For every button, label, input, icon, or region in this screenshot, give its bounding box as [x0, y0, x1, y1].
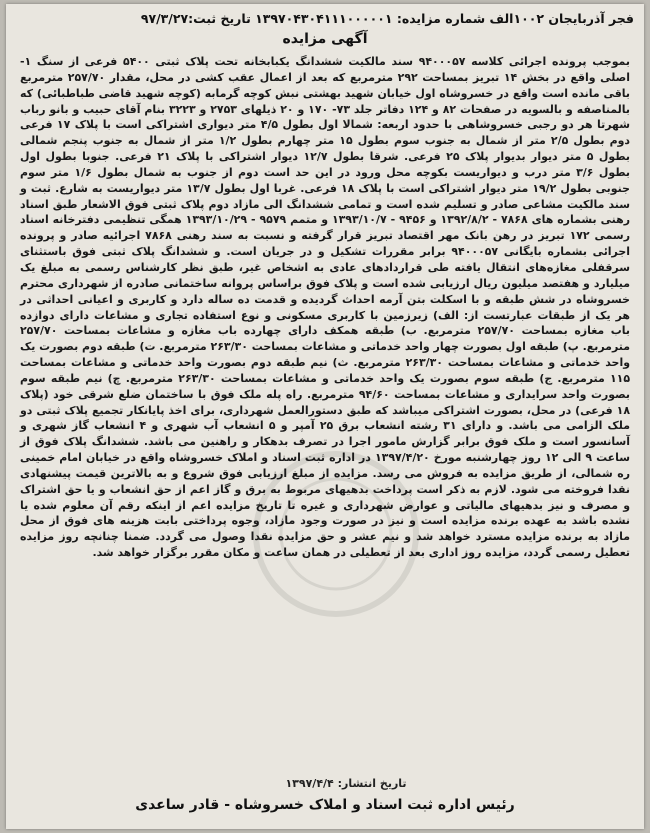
- notice-body: [20, 54, 630, 769]
- newspaper-clipping: [6, 4, 644, 829]
- signature-line: رئیس اداره ثبت اسناد و املاک خسروشاه - قادر ساعدی: [135, 797, 515, 813]
- notice-body-paragraph: بموجب پرونده اجرائی کلاسه ۹۴۰۰۰۵۷ سند مالکیت ششدانگ یکبابخانه تحت پلاک ثبتی ۵۴۰۰ فرعی از سنگ ۱- اصلی واقع در بخش ۱۴ تبریز بمساحت ۲۹۲ مترمربع که بعد از اعمال عقب کشی در محل، مقدار ۲۵۷/۷۰ مترمربع باقی مانده است واقع در خسروشاه اول خیابان شهید بهشتی نبش کوچه گرمابه (کوچه شهید قاضی طباطبائی) که بالمناصفه و بالسویه در صفحات ۸۲ و ۱۲۴ دفاتر جلد ۷۳- ۱۷۰ و ۲۰ ذیلهای ۲۷۵۳ و ۳۲۲۳ بنام آقای حبیب و بانو رباب شهرتا هر دو رجبی خسروشاهی با حدود اربعه: شمالا اول بطول ۴/۵ متر دیواری اشتراکی است با پلاک ۱۷ فرعی دوم بطول ۲/۵ متر از شمال به جنوب سوم بطول ۱۵ متر چهارم بطول ۱/۲ متر از شمال به جنوب پنجم شمالی بطول ۵ متر دیوار بدیوار پلاک ۲۵ فرعی. شرقا بطول ۱۲/۷ دیوار اشتراکی با پلاک ۲۱ فرعی. جنوبا بطول اول بطول ۳/۶ متر درب و دیواریست بکوچه محل ورود در این حد است دوم از جنوب به شمال بطول ۱/۶ متر سوم جنوبی بطول ۱۹/۲ متر دیوار اشتراکی است با پلاک ۱۸ فرعی. غربا اول بطول ۱۳/۷ متر دیواریست به شارع. ثبت و سند مالکیت مشاعی صادر و تسلیم شده است و تمامی ششدانگ الی مازاد دوم پلاک ثبتی فوق الاشعار طبق اسناد رهنی بشماره های ۷۸۶۸ - ۱۳۹۲/۸/۲ و ۹۴۵۶ - ۱۳۹۳/۱۰/۷ و متمم ۹۵۷۹ - ۱۳۹۳/۱۰/۲۹ همگی تنظیمی دفترخانه اسناد رسمی ۱۷۲ تبریز در رهن بانک مهر اقتصاد تبریز قرار گرفته و نسبت به سند رهنی ۷۸۶۸ اجرائیه صادر و پرونده اجرائی بشماره بایگانی ۹۴۰۰۰۵۷ برابر مقررات تشکیل و در جریان است. و ششدانگ پلاک ثبتی فوق باستثنای سرقفلی مغازه‌های انتقال یافته طی قراردادهای عادی به اشخاص غیر، طبق نظر کارشناس رسمی به مبلغ یک میلیارد و هفتصد میلیون ریال ارزیابی شده است و پلاک فوق براساس پروانه ساختمانی صادره از شهرداری محترم خسروشاه در شش طبقه و با اسکلت بتن آرمه احداث گردیده و قدمت ده ساله دارد و کاربری و اعیانی احداثی در هر یک از طبقات عبارتست از: الف) زیرزمین با کاربری مسکونی و نوع استفاده تجاری و مشاعات دارای دوازده باب مغازه بمساحت ۲۵۷/۷۰ مترمربع. ب) طبقه همکف دارای چهارده باب مغازه و مشاعات بمساحت ۲۵۷/۷۰ مترمربع. پ) طبقه اول بصورت چهار واحد خدماتی و مشاعات بمساحت ۲۶۳/۳۰ مترمربع. ت) طبقه دوم بصورت یک واحد خدماتی و مشاعات بمساحت ۲۶۳/۳۰ مترمربع. ث) نیم طبقه دوم بصورت واحد خدماتی و مشاعات بمساحت ۱۱۵ مترمربع. ج) طبقه سوم بصورت یک واحد خدماتی و مشاعات بمساحت ۲۶۳/۳۰ مترمربع. چ) نیم طبقه سوم بصورت واحد سرایداری و مشاعات بمساحت ۹۴/۶۰ مترمربع. راه پله ملک فوق با ساختمان ضلع شرقی خود (پلاک ۱۸ فرعی) در محل، بصورت اشتراکی میباشد که طبق دستورالعمل شهرداری، برای اخذ پایانکار تجمیع پلاک ثبتی دو ملک الزامی می باشد. و دارای ۳۱ رشته انشعاب برق ۲۵ آمپر و ۵ انشعاب آب شهری و ۴ انشعاب گاز شهری و آسانسور است و ملک فوق برابر گزارش مامور اجرا در تصرف بدهکار و راهنین می باشد. ششدانگ پلاک فوق از ساعت ۹ الی ۱۲ روز چهارشنبه مورخ ۱۳۹۷/۴/۲۰ در اداره ثبت اسناد و املاک خسروشاه واقع در خیابان امام خمینی ره شمالی، از طریق مزایده به فروش می رسد. مزایده از مبلغ ارزیابی فوق شروع و به بالاترین قیمت پیشنهادی نقدا فروخته می شود. لازم به ذکر است پرداخت بدهیهای مربوط به برق و گاز اعم از حق انشعاب و یا حق اشتراک و مصرف و نیز بدهیهای مالیاتی و عوارض شهرداری و غیره تا تاریخ مزایده اعم از اینکه رقم آن معلوم شده یا نشده باشد به عهده برنده مزایده است و نیز در صورت وجود مازاد، وجوه پرداختی بابت هزینه های فوق از محل مازاد به برنده مزایده مسترد خواهد شد و نیم عشر و حق مزایده نقدا وصول می گردد. ضمنا چنانچه روز مزایده تعطیل رسمی گردد، مزایده روز اداری بعد از تعطیلی در همان ساعت و مکان مقرر برگزار خواهد شد.: [20, 55, 631, 560]
- notice-title: آگهی مزایده: [282, 31, 368, 47]
- publication-date: تاریخ انتشار: ۱۳۹۷/۴/۴: [285, 777, 407, 790]
- header-line: فجر آذربایجان ۱۰۰۲الف شماره مزایده: ۱۳۹۷۰۴۳۰۴۱۱۱۰۰۰۰۰۱ تاریخ ثبت:۹۷/۳/۲۷: [140, 11, 634, 26]
